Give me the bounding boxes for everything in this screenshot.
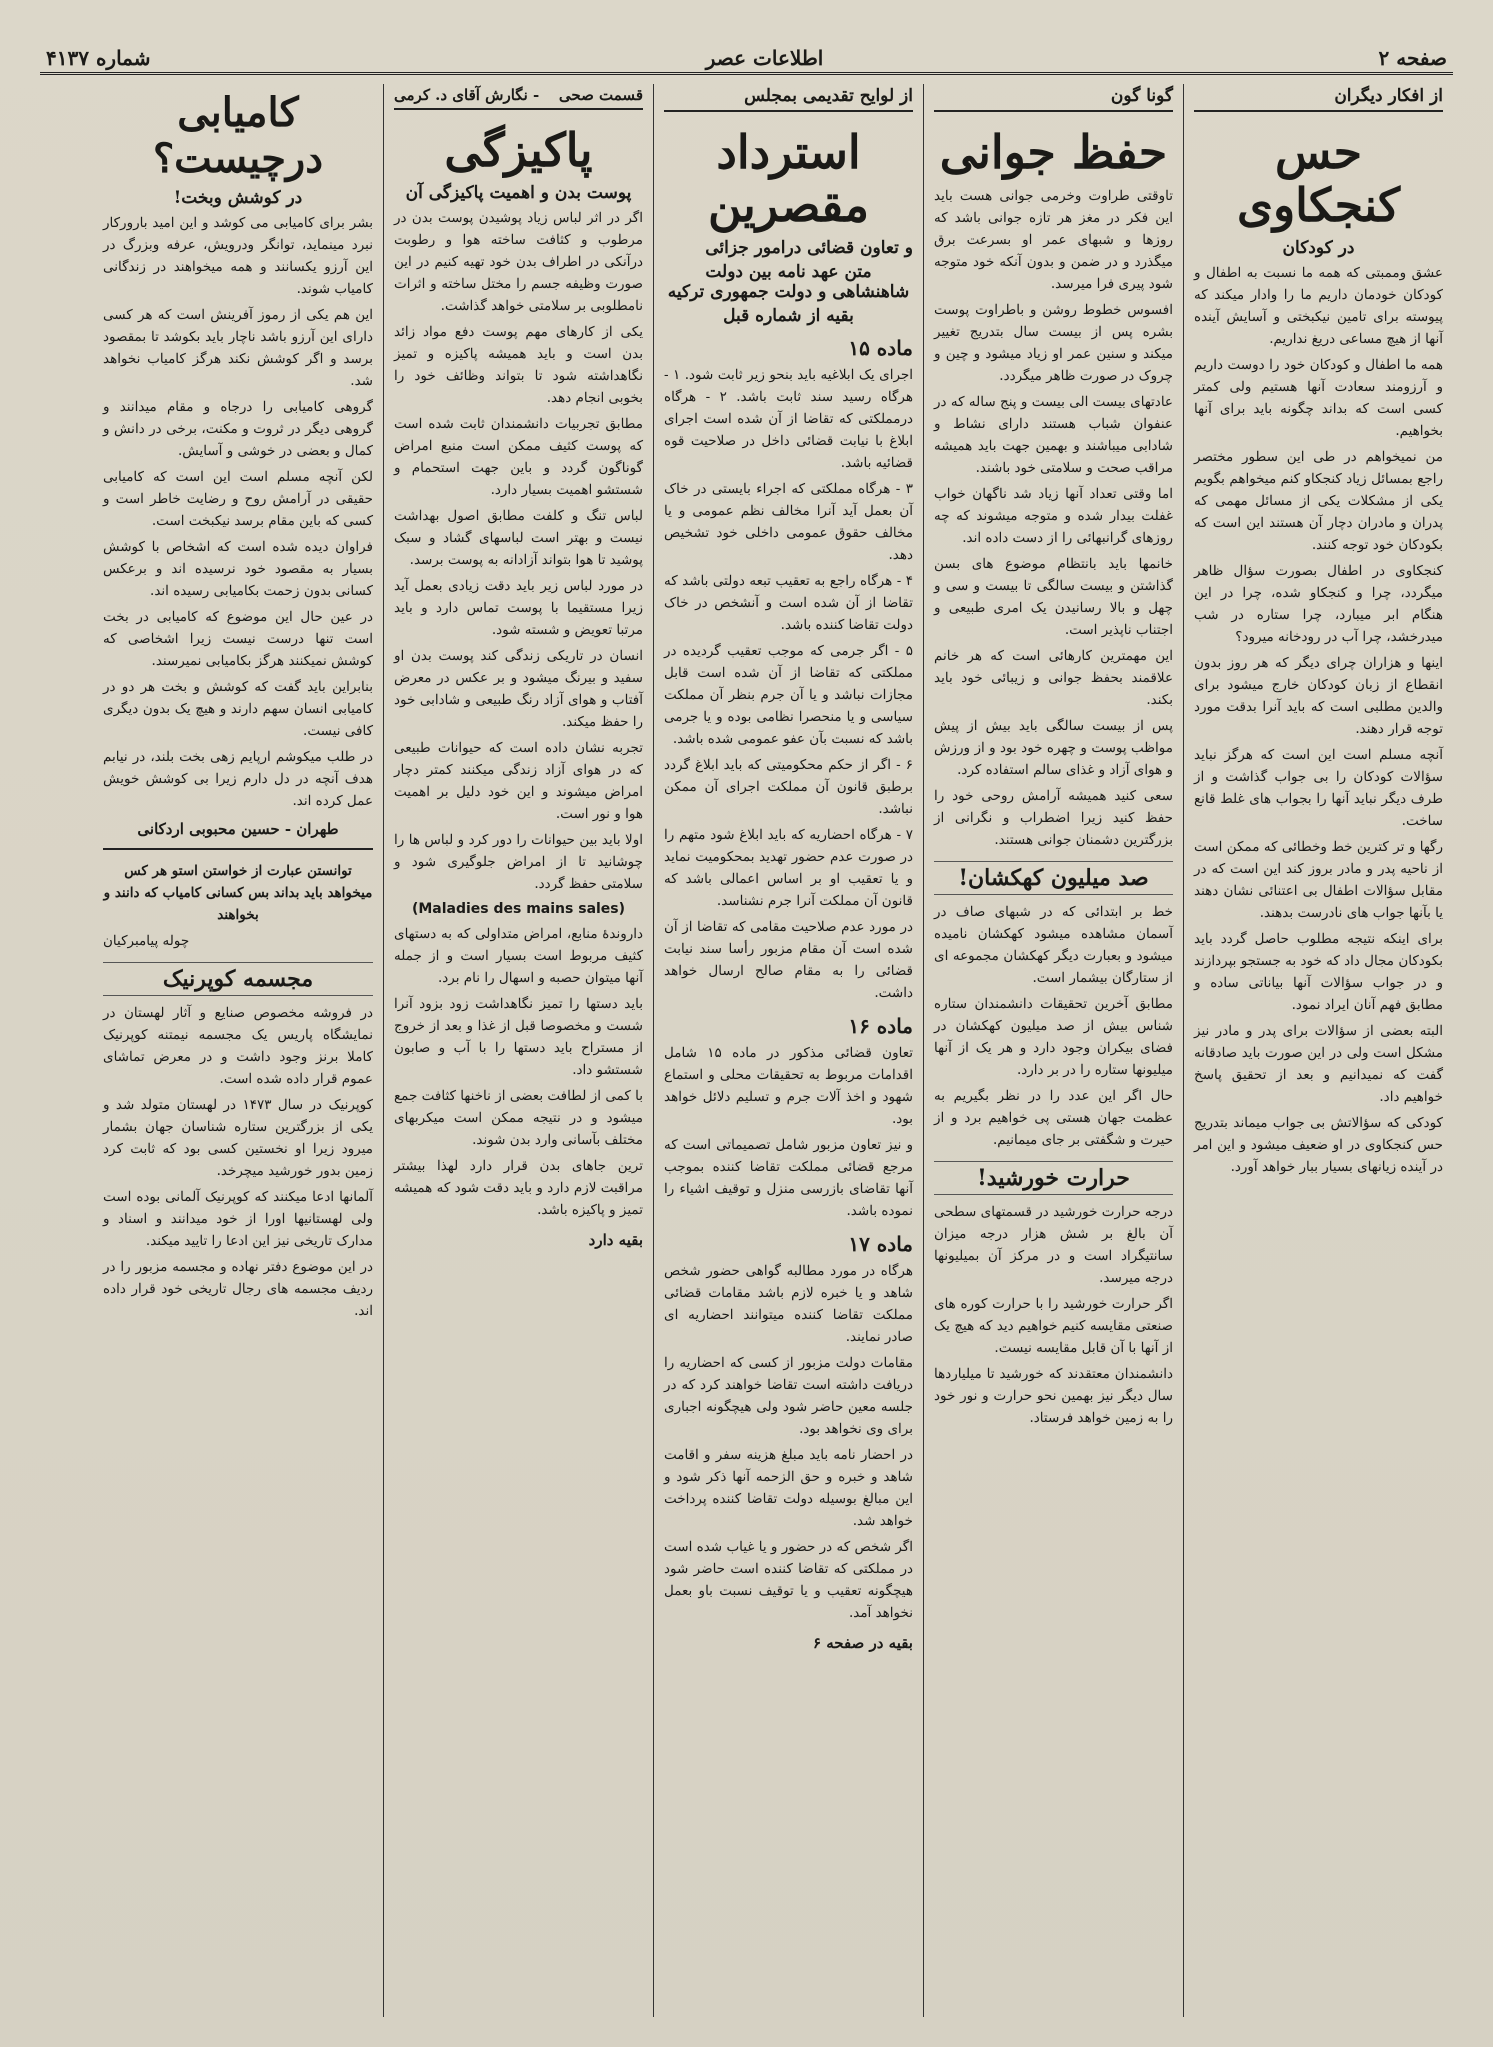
paragraph: با کمی از لطافت بعضی از ناخنها کثافت جمع میشود و در نتیجه ممکن است میکربهای مختلف بآسانی وارد بدن شوند. — [394, 1087, 643, 1148]
paragraph: مطابق تجربیات دانشمندان ثابت شده است که پوست کثیف ممکن است منبع امراض گوناگون گردد و باین جهت استحمام و شستشو اهمیت بسیار دارد. — [394, 415, 643, 498]
paragraph: فراوان دیده شده است که اشخاص با کوشش بسیار به مقصود خود نرسیده اند و برعکس کسانی بدون زحمت بکامیابی رسیده اند. — [103, 539, 373, 599]
paragraph: داروندۀ منابع، امراض متداولی که به دستهای کثیف مربوط است بسیار است و از جمله آنها میتوان حصبه و اسهال را نام برد. — [394, 925, 643, 986]
paragraph: دانشمندان معتقدند که خورشید تا میلیاردها سال دیگر نیز بهمین نحو حرارت و نور خود را به زمین خواهد فرستاد. — [934, 1365, 1173, 1426]
paragraph: اگر در اثر لباس زیاد پوشیدن پوست بدن در مرطوب و کثافت ساخته هوا و رطوبت درآنکی در اطراف بدن خود تهیه کنیم در این صورت وظیفه جسم را مختل ساخته و اثرات نامطلوبی بر سلامتی خواهد گذاشت. — [394, 209, 643, 314]
col1-body — [1194, 262, 1443, 1178]
divider — [103, 848, 373, 850]
issue-number: شماره ۴۱۳۷ — [46, 46, 151, 70]
col5-notice: توانستن عبارت از خواستن استو هر کس میخواهد باید بداند بس کسانی کامیاب که دانند و بخواهند — [103, 863, 373, 923]
paragraph: در مورد لباس زیر باید دقت زیادی بعمل آید زیرا مستقیما با پوست تماس دارد و باید مرتبا تعویض و شسته شود. — [394, 577, 643, 638]
paragraph: در فروشه مخصوص صنایع و آثار لهستان در نمایشگاه پاریس یک مجسمه نیمتنه کوپرنیک کاملا برنز وجود داشت و در معرض تماشای عموم قرار داده شده است. — [103, 1005, 373, 1087]
paragraph: لباس تنگ و کلفت مطابق اصول بهداشت نیست و بهتر است لباسهای گشاد و سبک پوشید تا هوا بتواند آزادانه به پوست برسد. — [394, 507, 643, 568]
paragraph: عشق وممبتی که همه ما نسبت به اطفال و کودکان خودمان داریم ما را وادار میکند که پیوسته برای تامین نیکبختی و آسایش آینده آنها از هیچ مساعی دریغ نداریم. — [1194, 264, 1443, 347]
paragraph: سعی کنید همیشه آرامش روحی خود را حفظ کنید زیرا اضطراب و نگرانی از بزرگترین دشمنان جوانی هستند. — [934, 787, 1173, 848]
paragraph: من نمیخواهم در طی این سطور مختصر راجع بمسائل زیاد کنجکاو کنم میخواهم بگویم یکی از مشکلات یکی از مسائل مهمی که پدران و مادران دچار آن هستند این است که بکودکان خود توجه کنند. — [1194, 448, 1443, 553]
columns — [40, 84, 1453, 2017]
paper-name: اطلاعات عصر — [705, 46, 824, 70]
paragraph: اگر شخص که در حضور و یا غیاب شده است در مملکتی که تقاضا کننده است حاضر شود هیچگونه تعقیب و یا توقیف نسبت باو بعمل نخواهد آمد. — [664, 1538, 913, 1621]
col2-section-galaxies: صد میلیون کهکشان! — [934, 861, 1173, 895]
paragraph: بشر برای کامیابی می کوشد و این امید بارورکار نبرد مینماید، توانگر ودرویش، عرفه وبزرگ در این آرزو یکسانند و همه میخواهند در زندگانی کامیاب شوند. — [103, 215, 373, 297]
paragraph: در مورد عدم صلاحیت مقامی که تقاضا از آن شده است آن مقام مزبور رأسا سند نیابت قضائی را به مقام صالح ارسال خواهد داشت. — [664, 918, 913, 1001]
col5-section-copernicus: مجسمه کوپرنیک — [103, 962, 373, 996]
paragraph: همه ما اطفال و کودکان خود را دوست داریم و آرزومند سعادت آنها هستیم ولی کمتر کسی است که بداند چگونه باید برای آنها بخواهیم. — [1194, 356, 1443, 439]
col3-sub3: بقیه از شماره قبل — [723, 305, 854, 326]
col3-article-16: ماده ۱۶ — [848, 1013, 913, 1038]
paragraph: مطابق آخرین تحقیقات دانشمندان ستاره شناس بیش از صد میلیون کهکشان در فضای بیکران وجود دارد و هر یک از آنها میلیونها ستاره را در بر دارد. — [934, 995, 1173, 1078]
paragraph: گروهی کامیابی را درجاه و مقام میدانند و گروهی دیگر در ثروت و مکنت، برخی در دانش و کمال و بعضی در خوشی و آسایش. — [103, 399, 373, 459]
col3-body-c — [664, 1260, 913, 1624]
paragraph: در این موضوع دفتر نهاده و مجسمه مزبور را در ردیف مجسمه های رجال تاریخی خود قرار داده اند. — [103, 1259, 373, 1319]
col5-headline: کامیابی درچیست؟ — [152, 89, 324, 182]
col5-body — [103, 212, 373, 812]
column-extradition — [653, 84, 923, 2017]
paragraph: اولا باید بین حیوانات را دور کرد و لباس ها را چوشانید تا از امراض جلوگیری شود و سلامتی حفظ گردد. — [394, 831, 643, 892]
paragraph: کودکی که سؤالاتش بی جواب میماند بتدریج حس کنجکاوی در او ضعیف میشود و این امر در آینده زیانهای بسیار ببار خواهد آورد. — [1194, 1114, 1443, 1175]
col4-kicker-left: - نگارش آقای د. کرمی — [394, 86, 540, 104]
col4-body — [394, 207, 643, 895]
col4-kicker — [394, 84, 643, 110]
page-number: صفحه ۲ — [1378, 46, 1447, 70]
col4-french-label: (Maladies des mains sales) — [411, 900, 626, 917]
paragraph: اجرای یک ابلاغیه باید بنحو زیر ثابت شود. ۱ - هرگاه رسید سند ثابت باشد. ۲ - هرگاه درمملکتی که تقاضا از آن شده است اجرای ابلاغ با نیابت قضائی داخل در صلاحیت قوه قضائیه باشد. — [664, 366, 914, 471]
col3-sub2: متن عهد نامه بین دولت شاهنشاهی و دولت جمهوری ترکیه — [667, 261, 910, 302]
paragraph: کنجکاوی در اطفال بصورت سؤال ظاهر میگردد، چرا و کنجکاو شده، چرا در این هنگام ابر میبارد، چرا ستاره در شب میدرخشد، چرا آب در رودخانه میرود؟ — [1194, 562, 1443, 645]
paragraph: در عین حال این موضوع که کامیابی در بخت است تنها درست نیست زیرا اشخاصی که کوشش نمیکنند هرگز بکامیابی نمیرسند. — [103, 609, 373, 669]
col5-sub: در کوشش وبخت! — [173, 188, 303, 208]
column-success — [93, 84, 383, 2017]
col2-section2-body — [934, 1201, 1173, 1429]
paragraph: ۳ - هرگاه مملکتی که اجراء بایستی در خاک آن بعمل آید آنرا مخالف نظم عمومی و یا مخالف حقوق عمومی داخلی خود تشخیص دهد. — [664, 480, 913, 563]
masthead — [40, 44, 1453, 75]
col5-signature: طهران - حسین محبوبی اردکانی — [137, 820, 339, 838]
col4-headline: پاکیزگی — [444, 123, 593, 177]
col1-headline: حس کنجکاوی — [1236, 125, 1401, 232]
column-curiosity — [1183, 84, 1453, 2017]
paragraph: خط بر ابتدائی که در شبهای صاف در آسمان مشاهده میشود کهکشان نامیده میشود و بعبارت دیگر کهکشان مجموعه ای از ستارگان بیشمار است. — [934, 903, 1173, 986]
paragraph: در طلب میکوشم ارپایم زهی بخت بلند، در نیابم هدف آنچه در دل دارم زیرا بی کوشش خویش عمل کرده اند. — [103, 749, 373, 809]
paragraph: تجربه نشان داده است که حیوانات طبیعی که در هوای آزاد زندگی میکنند کمتر دچار امراض میشوند و این خود دلیل بر اهمیت هوا و نور است. — [394, 739, 643, 822]
paragraph: این هم یکی از رموز آفرینش است که هر کسی دارای این آرزو باشد ناچار باید بکوشد تا بمقصود برسد و اگر کوشش نکند هرگز کامیاب نخواهد شد. — [103, 307, 373, 389]
col3-article-17: ماده ۱۷ — [848, 1231, 913, 1256]
paragraph: تعاون قضائی مذکور در ماده ۱۵ شامل اقدامات مربوط به تحقیقات محلی و استماع شهود و اخذ آلات جرم و تسلیم دلائل خواهد بود. — [664, 1044, 913, 1127]
paragraph: بنابراین باید گفت که کوشش و بخت هر دو در کامیابی انسان سهم دارند و هیچ یک بدون دیگری کافی نیست. — [103, 679, 373, 739]
paragraph: اگر حرارت خورشید را با حرارت کوره های صنعتی مقایسه کنیم خواهیم دید که هیچ یک از آنها با آن قابل مقایسه نیست. — [934, 1295, 1173, 1356]
paragraph: اما وقتی تعداد آنها زیاد شد ناگهان خواب غفلت بیدار شده و متوجه میشوند که چه روزهای گرانبهائی را از دست داده اند. — [934, 485, 1173, 546]
paragraph: درجه حرارت خورشید در قسمتهای سطحی آن بالغ بر شش هزار درجه میزان سانتیگراد است و در مرکز آن بمیلیونها درجه میرسد. — [934, 1203, 1173, 1286]
paragraph: پس از بیست سالگی باید بیش از پیش مواظب پوست و چهره خود بود و از ورزش و هوای آزاد و غذای سالم استفاده کرد. — [934, 717, 1173, 778]
col3-body-b — [664, 1042, 913, 1222]
col3-headline: استرداد مقصرین — [708, 125, 869, 232]
paragraph: رگها و تر کترین خط وخطائی که ممکن است از ناحیه پدر و مادر بروز کند این است که در مقابل سؤالات اطفال بی اعتنائی نشان دهند یا بآنها جواب های نادرست بدهند. — [1194, 838, 1443, 921]
paragraph: افسوس خطوط روشن و باطراوت پوست بشره پس از بیست سال بتدریج تغییر میکند و سنین عمر او زیاد میشود و چین و چروک در صورت ظاهر میگردد. — [934, 301, 1173, 384]
paragraph: ۵ - اگر جرمی که موجب تعقیب گردیده در مملکتی که تقاضا از آن شده است قابل مجازات نباشد و یا آن جرم بنظر آن مملکت سیاسی و یا منحصرا نظامی بوده و یا جرمی باشد که نسبت بآن عفو عمومی شده باشد. — [664, 642, 913, 747]
col2-headline: حفظ جوانی — [939, 125, 1168, 179]
paragraph: لکن آنچه مسلم است این است که کامیابی حقیقی در آرامش روح و رضایت خاطر است و کسی که باین مقام برسد نیکبخت است. — [103, 469, 373, 529]
paragraph: آنچه مسلم است این است که هرگز نباید سؤالات کودکان را بی جواب گذاشت و از طرف دیگر نباید آنها را بجواب های غلط قانع ساخت. — [1194, 746, 1443, 829]
col1-kicker: از افکار دیگران — [1194, 84, 1443, 112]
column-cleanliness — [383, 84, 653, 2017]
col4-continued: بقیه دارد — [588, 1230, 643, 1249]
paragraph: البته بعضی از سؤالات برای پدر و مادر نیز مشکل است ولی در این صورت باید صادقانه گفت که نمیدانیم و بعد از تحقیق پاسخ خواهیم داد. — [1194, 1022, 1443, 1105]
col2-section-sun-heat: حرارت خورشید! — [934, 1161, 1173, 1195]
col3-footer — [664, 1634, 913, 1652]
col2-section1-body — [934, 901, 1173, 1151]
paragraph: انسان در تاریکی زندگی کند پوست بدن او سفید و بیرنگ میشود و بر عکس در معرض آفتاب و هوای آزاد رنگ طبیعی و شادابی خود را حفظ میکند. — [394, 647, 643, 730]
col4-kicker-right: قسمت صحی — [558, 86, 643, 104]
col3-article-15: ماده ۱۵ — [848, 335, 913, 360]
paragraph: حال اگر این عدد را در نظر بگیریم به عظمت جهان هستی پی خواهیم برد و از حیرت و شگفتی بر جای میمانیم. — [934, 1087, 1173, 1148]
column-youth — [923, 84, 1183, 2017]
paragraph: یکی از کارهای مهم پوست دفع مواد زائد بدن است و باید همیشه پاکیزه و تمیز نگاهداشته شود تا بتواند وظائف خود را بخوبی انجام دهد. — [394, 323, 643, 406]
paragraph: ترین جاهای بدن قرار دارد لهذا بیشتر مراقبت لازم دارد و باید دقت شود که همیشه تمیز و پاکیزه باشد. — [394, 1157, 643, 1218]
paragraph: آلمانها ادعا میکنند که کوپرنیک آلمانی بوده است ولی لهستانیها اورا از خود میدانند و اسناد و مدارک تاریخی نیز این ادعا را تایید میکند. — [103, 1189, 373, 1249]
paragraph: عادتهای بیست الی بیست و پنج ساله که در عنفوان شباب هستند دارای نشاط و شادابی میباشند و بهمین جهت باید همیشه مراقب صحت و سلامتی خود باشند. — [934, 393, 1173, 476]
paragraph: اینها و هزاران چرای دیگر که هر روز بدون انقطاع از زبان کودکان خارج میشود برای والدین مطلبی است که باید آنرا بدقت مورد توجه قرار دهند. — [1194, 654, 1443, 737]
paragraph: خانمها باید بانتظام موضوع های بسن گذاشتن و بیست سالگی تا بیست و سی و چهل و بالا رسانیدن یک امری طبیعی و اجتناب ناپذیر است. — [934, 555, 1173, 638]
col2-body — [934, 185, 1173, 851]
col2-kicker: گونا گون — [934, 84, 1173, 112]
col4-body2 — [394, 923, 643, 1221]
paragraph: تاوقتی طراوت وخرمی جوانی هست باید این فکر در مغز هر تازه جوانی باشد که روزها و شبهای عمر او بسرعت برق میگذرد و در ضمن و بدون آنکه خود متوجه شود پیری فرا میرسد. — [934, 187, 1173, 292]
paragraph: هرگاه در مورد مطالبه گواهی حضور شخص شاهد و یا خبره لازم باشد مقامات قضائی مملکت تقاضا کننده میتوانند احضاریه ای صادر نمایند. — [664, 1262, 913, 1345]
paragraph: ۷ - هرگاه احضاریه که باید ابلاغ شود متهم را در صورت عدم حضور تهدید بمحکومیت نماید و یا تعقیب او بر اساس اعمالی باشد که قانون آن مملکت آنرا جرم نشناسد. — [664, 826, 913, 909]
col4-sub: پوست بدن و اهمیت پاکیزگی آن — [405, 182, 632, 203]
paragraph: و نیز تعاون مزبور شامل تصمیماتی است که مرجع قضائی مملکت تقاضا کننده بموجب آنها تقاضای بازرسی منزل و توقیف اشیاء را نموده باشد. — [664, 1136, 913, 1219]
col3-continued: بقیه در صفحه ۶ — [812, 1633, 913, 1652]
col5-notice-sign: چوله پیامبرکیان — [103, 933, 190, 949]
paragraph: کوپرنیک در سال ۱۴۷۳ در لهستان متولد شد و یکی از بزرگترین ستاره شناسان جهان بشمار میرود زیرا او نخستین کسی بود که ثابت کرد زمین بدور خورشید میچرخد. — [103, 1097, 373, 1179]
col4-footer — [394, 1231, 643, 1249]
paragraph: برای اینکه نتیجه مطلوب حاصل گردد باید بکودکان مجال داد که خود به جستجو بپردازند و در جواب سؤالات آنها بیاناتی ساده و مطابق فهم آنان ایراد نمود. — [1194, 930, 1443, 1013]
col3-kicker: از لوایح تقدیمی بمجلس — [664, 84, 913, 112]
paragraph: ۴ - هرگاه راجع به تعقیب تبعه دولتی باشد که تقاضا از آن شده است و آنشخص در خاک دولت تقاضا کننده باشد. — [664, 572, 913, 633]
col3-body-a — [664, 364, 913, 1004]
paragraph: باید دستها را تمیز نگاهداشت زود بزود آنرا شست و مخصوصا قبل از غذا و بعد از خروج از مستراح باید دستها را با آب و صابون شستشو داد. — [394, 995, 643, 1078]
paragraph: ۶ - اگر از حکم محکومیتی که باید ابلاغ گردد برطبق قانون آن مملکت اجرای آن ممکن نباشد. — [664, 756, 913, 817]
paragraph: در احضار نامه باید مبلغ هزینه سفر و اقامت شاهد و خبره و حق الزحمه آنها ذکر شود و این مبالغ بوسیله دولت تقاضا کننده پرداخت خواهد شد. — [664, 1446, 913, 1529]
col5-section-body — [103, 1002, 373, 1322]
paragraph: این مهمترین کارهائی است که هر خانم علاقمند بحفظ جوانی و زیبائی خود باید بکند. — [934, 647, 1173, 708]
col1-sub: در کودکان — [1282, 237, 1355, 258]
col3-sub1: و تعاون قضائی درامور جزائی — [705, 237, 913, 258]
paragraph: مقامات دولت مزبور از کسی که احضاریه را دریافت داشته است تقاضا خواهند کرد که در جلسه معین حاضر شود ولی هیچگونه اجباری برای وی نخواهد بود. — [664, 1354, 913, 1437]
